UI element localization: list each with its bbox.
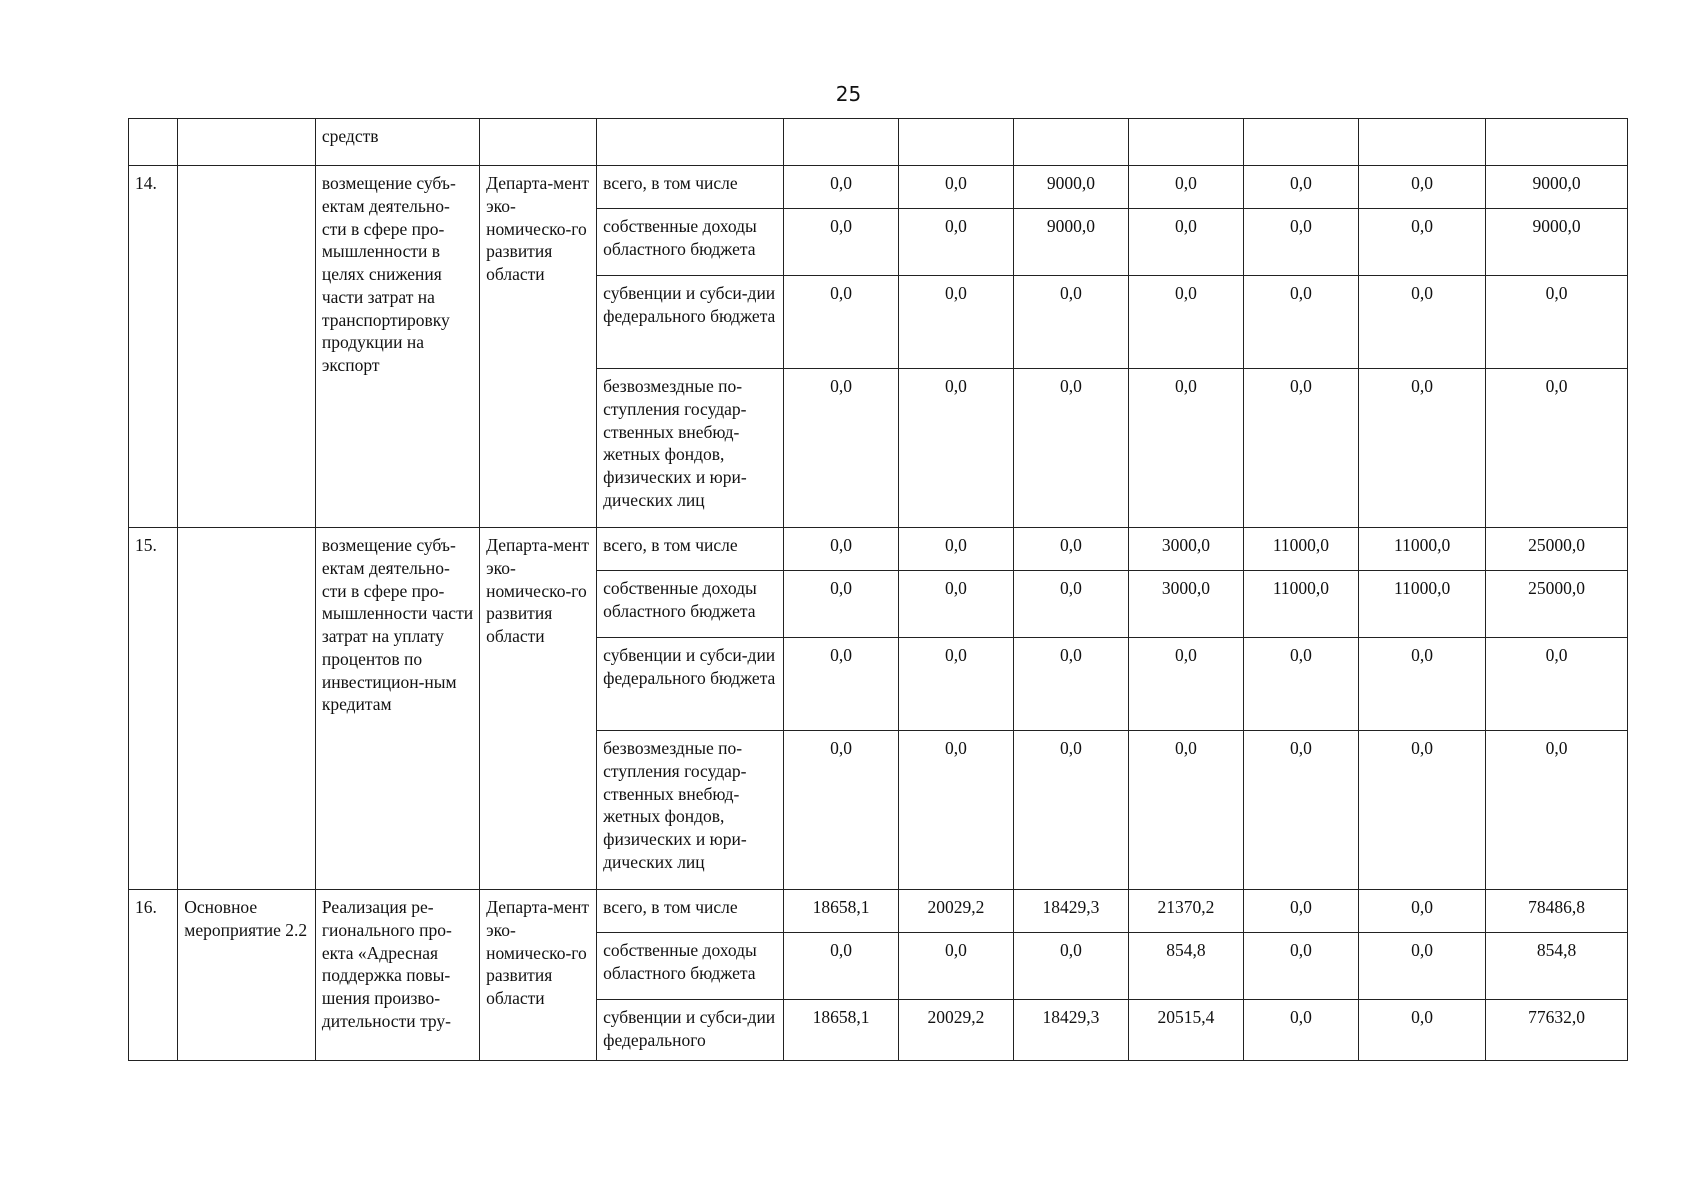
value-cell: 0,0: [1128, 166, 1243, 209]
value-cell: 9000,0: [1013, 209, 1128, 276]
value-cell: 0,0: [784, 369, 899, 528]
value-cell: 0,0: [784, 571, 899, 638]
value-cell: 0,0: [1243, 890, 1358, 933]
value-cell: 0,0: [1013, 276, 1128, 369]
value-cell: 3000,0: [1128, 528, 1243, 571]
row-description: возмещение субъ-ектам деятельно-сти в сфере про-мышленности части затрат на уплату процентов по инвестицион-ным кредитам: [315, 528, 479, 890]
value-cell: 0,0: [1243, 209, 1358, 276]
cell-value: [1013, 119, 1128, 166]
row-measure: [178, 528, 316, 890]
value-cell: 0,0: [1013, 731, 1128, 890]
value-cell: 854,8: [1486, 933, 1628, 1000]
table-row: [129, 890, 1628, 933]
value-cell: 0,0: [1013, 933, 1128, 1000]
funding-source: безвозмездные по-ступления государ-ственных внебюд-жетных фондов, физических и юри-дических лиц: [597, 731, 784, 890]
value-cell: 0,0: [1486, 731, 1628, 890]
value-cell: 0,0: [1243, 276, 1358, 369]
funding-source: собственные доходы областного бюджета: [597, 933, 784, 1000]
value-cell: 0,0: [899, 166, 1014, 209]
value-cell: 0,0: [1243, 731, 1358, 890]
value-cell: 0,0: [899, 276, 1014, 369]
value-cell: 0,0: [1128, 276, 1243, 369]
funding-source: собственные доходы областного бюджета: [597, 571, 784, 638]
value-cell: 11000,0: [1243, 528, 1358, 571]
value-cell: 0,0: [1486, 369, 1628, 528]
cell-value: [1486, 119, 1628, 166]
value-cell: 9000,0: [1486, 209, 1628, 276]
value-cell: 0,0: [899, 731, 1014, 890]
value-cell: 0,0: [1358, 166, 1485, 209]
value-cell: 0,0: [1013, 528, 1128, 571]
row-executor: Департа-мент эко-номическо-го развития области: [480, 166, 597, 528]
value-cell: 854,8: [1128, 933, 1243, 1000]
value-cell: 0,0: [1358, 731, 1485, 890]
value-cell: 3000,0: [1128, 571, 1243, 638]
value-cell: 0,0: [784, 933, 899, 1000]
value-cell: 0,0: [1128, 209, 1243, 276]
value-cell: 0,0: [784, 209, 899, 276]
cell-value: [899, 119, 1014, 166]
funding-source: субвенции и субси-дии федерального: [597, 1000, 784, 1061]
value-cell: 0,0: [1358, 209, 1485, 276]
value-cell: 9000,0: [1013, 166, 1128, 209]
row-description: возмещение субъ-ектам деятельно-сти в сфере про-мышленности в целях снижения части затрат на транспортировку продукции на экспорт: [315, 166, 479, 528]
cell-value: [1243, 119, 1358, 166]
value-cell: 0,0: [1013, 571, 1128, 638]
value-cell: 0,0: [899, 369, 1014, 528]
value-cell: 0,0: [1486, 276, 1628, 369]
cell-value: [784, 119, 899, 166]
value-cell: 0,0: [1358, 1000, 1485, 1061]
value-cell: 20515,4: [1128, 1000, 1243, 1061]
value-cell: 11000,0: [1358, 528, 1485, 571]
funding-source: всего, в том числе: [597, 890, 784, 933]
value-cell: 0,0: [1013, 638, 1128, 731]
value-cell: 0,0: [899, 571, 1014, 638]
row-number: 16.: [129, 890, 178, 1061]
value-cell: 0,0: [1128, 731, 1243, 890]
value-cell: 20029,2: [899, 1000, 1014, 1061]
funding-source: всего, в том числе: [597, 528, 784, 571]
table-row: [129, 166, 1628, 209]
continuation-row: [129, 119, 1628, 166]
row-number: 15.: [129, 528, 178, 890]
cell-source: [597, 119, 784, 166]
value-cell: 0,0: [1358, 890, 1485, 933]
value-cell: 0,0: [1358, 933, 1485, 1000]
value-cell: 0,0: [784, 276, 899, 369]
value-cell: 78486,8: [1486, 890, 1628, 933]
value-cell: 0,0: [784, 166, 899, 209]
value-cell: 0,0: [1128, 369, 1243, 528]
value-cell: 0,0: [1243, 166, 1358, 209]
value-cell: 21370,2: [1128, 890, 1243, 933]
value-cell: 77632,0: [1486, 1000, 1628, 1061]
value-cell: 18429,3: [1013, 890, 1128, 933]
cell-description: средств: [315, 119, 479, 166]
value-cell: 20029,2: [899, 890, 1014, 933]
value-cell: 25000,0: [1486, 571, 1628, 638]
row-executor: Департа-мент эко-номическо-го развития области: [480, 528, 597, 890]
funding-source: собственные доходы областного бюджета: [597, 209, 784, 276]
value-cell: 18658,1: [784, 1000, 899, 1061]
value-cell: 0,0: [784, 528, 899, 571]
value-cell: 25000,0: [1486, 528, 1628, 571]
value-cell: 0,0: [899, 933, 1014, 1000]
value-cell: 11000,0: [1358, 571, 1485, 638]
row-measure: Основное мероприятие 2.2: [178, 890, 316, 1061]
value-cell: 0,0: [1243, 933, 1358, 1000]
funding-source: всего, в том числе: [597, 166, 784, 209]
budget-table-body: [129, 119, 1628, 1061]
value-cell: 0,0: [1358, 369, 1485, 528]
funding-source: субвенции и субси-дии федерального бюджета: [597, 638, 784, 731]
cell-executor: [480, 119, 597, 166]
cell-number: [129, 119, 178, 166]
row-number: 14.: [129, 166, 178, 528]
table-row: [129, 528, 1628, 571]
page-number: 25: [835, 82, 862, 106]
value-cell: 0,0: [899, 528, 1014, 571]
value-cell: 9000,0: [1486, 166, 1628, 209]
row-measure: [178, 166, 316, 528]
cell-value: [1128, 119, 1243, 166]
value-cell: 0,0: [1128, 638, 1243, 731]
funding-source: безвозмездные по-ступления государ-ственных внебюд-жетных фондов, физических и юри-дических лиц: [597, 369, 784, 528]
value-cell: 0,0: [1243, 1000, 1358, 1061]
value-cell: 0,0: [899, 209, 1014, 276]
value-cell: 0,0: [784, 638, 899, 731]
value-cell: 0,0: [1358, 276, 1485, 369]
cell-value: [1358, 119, 1485, 166]
funding-source: субвенции и субси-дии федерального бюджета: [597, 276, 784, 369]
row-executor: Департа-мент эко-номическо-го развития области: [480, 890, 597, 1061]
value-cell: 0,0: [1358, 638, 1485, 731]
budget-table: [128, 118, 1628, 1061]
value-cell: 0,0: [784, 731, 899, 890]
value-cell: 18429,3: [1013, 1000, 1128, 1061]
row-description: Реализация ре-гионального про-екта «Адресная поддержка повы-шения произво-дительности тру-: [315, 890, 479, 1061]
value-cell: 0,0: [1243, 369, 1358, 528]
value-cell: 0,0: [1243, 638, 1358, 731]
value-cell: 0,0: [1486, 638, 1628, 731]
value-cell: 0,0: [1013, 369, 1128, 528]
cell-measure: [178, 119, 316, 166]
value-cell: 18658,1: [784, 890, 899, 933]
value-cell: 0,0: [899, 638, 1014, 731]
value-cell: 11000,0: [1243, 571, 1358, 638]
